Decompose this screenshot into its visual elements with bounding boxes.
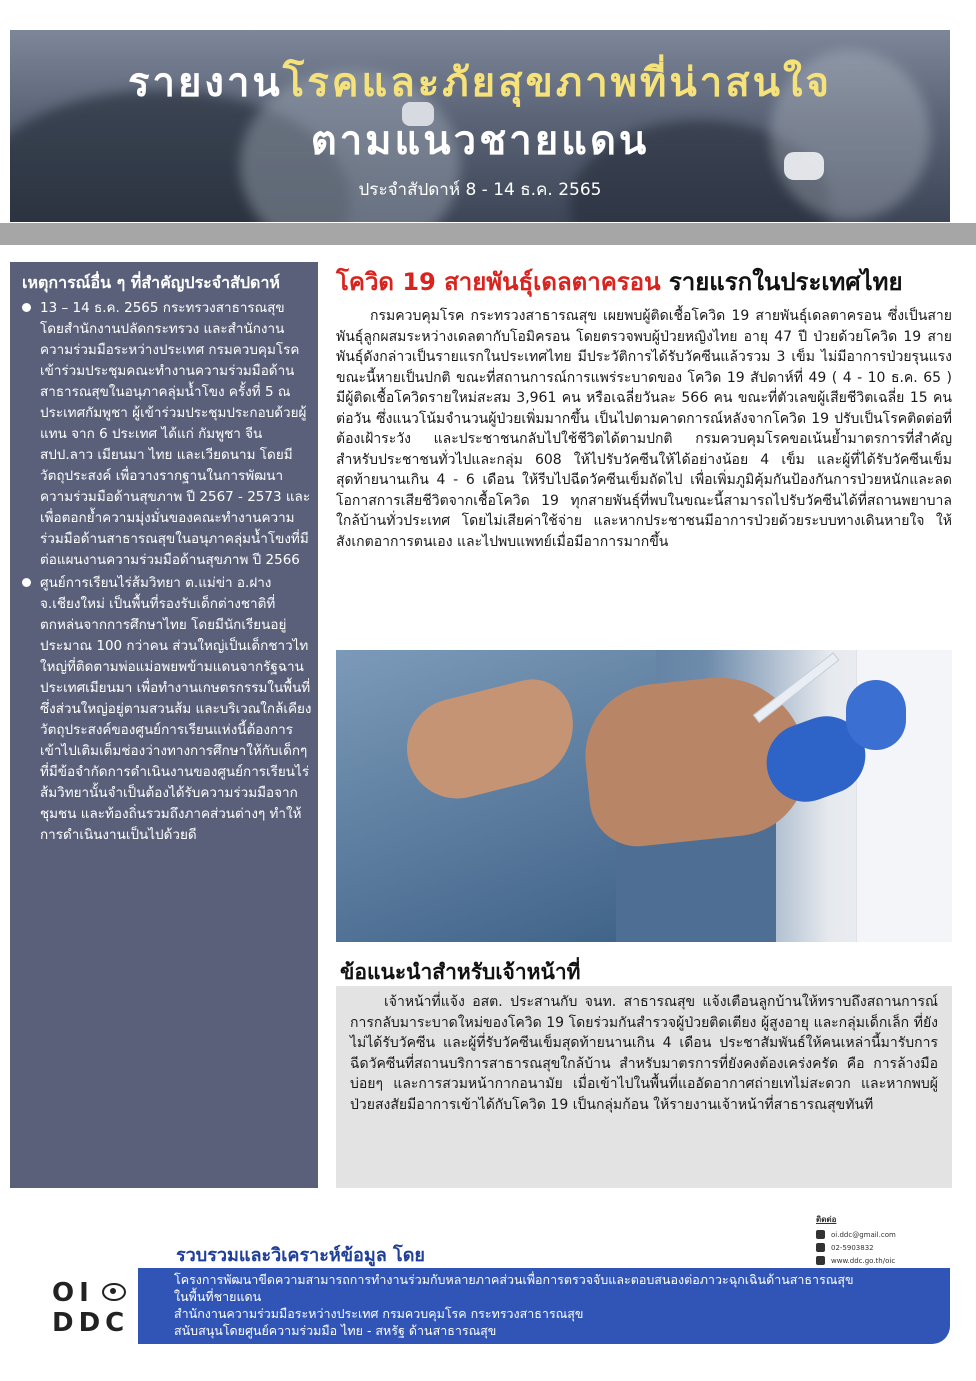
syringe-icon	[753, 652, 840, 723]
contact-row	[816, 1230, 896, 1239]
eye-icon	[102, 1283, 126, 1301]
report-title-line2: ตามแนวชายแดน	[310, 118, 650, 164]
article-title	[336, 266, 952, 298]
photo-glove-shape	[846, 680, 906, 750]
contact-website[interactable]: www.ddc.go.th/oic	[831, 1256, 896, 1265]
vaccination-photo	[336, 650, 952, 942]
sidebar-other-events	[10, 262, 318, 1188]
email-icon	[816, 1230, 825, 1239]
phone-icon	[816, 1243, 825, 1252]
credit-line: โครงการพัฒนาขีดความสามารถการทำงานร่วมกับหลายภาคส่วนเพื่อการตรวจจับและตอบสนองต่อภาวะฉุกเฉินด้านสาธารณสุข	[174, 1272, 854, 1287]
credit-title: รวบรวมและวิเคราะห์ข้อมูล โดย	[176, 1245, 425, 1266]
credit-line: สำนักงานความร่วมมือระหว่างประเทศ กรมควบคุมโรค กระทรวงสาธารณสุข	[174, 1306, 584, 1321]
sidebar-item	[22, 573, 312, 846]
bullet-icon	[22, 303, 31, 312]
credit-line: ในพื้นที่ชายแดน	[174, 1289, 262, 1304]
report-title-part1: รายงาน	[128, 60, 283, 106]
contact-phone: 02-5903832	[831, 1243, 874, 1252]
main-article	[336, 266, 952, 552]
logo-text-line1: OI	[52, 1278, 94, 1308]
credit-box	[138, 1268, 950, 1344]
article-title-rest: รายแรกในประเทศไทย	[668, 268, 903, 296]
sidebar-item-text: ศูนย์การเรียนไร่ส้มวิทยา ต.แม่ข่า อ.ฝาง จ.เชียงใหม่ เป็นพื้นที่รองรับเด็กต่างชาติที่ตกหล่นจากการศึกษาไทย โดยมีนักเรียนอยู่ประมาณ 100 กว่าคน ส่วนใหญ่เป็นเด็กชาวไทใหญ่ที่ติดตามพ่อแม่อพยพข้ามแดนจากรัฐฉาน ประเทศเมียนมา เพื่อทำงานเกษตรกรรมในพื้นที่ ซึ่งส่วนใหญ่อยู่ตามสวนส้ม และบริเวณใกล้เคียง วัตถุประสงค์ของศูนย์การเรียนแห่งนี้ต้องการเข้าไปเติมเต็มช่องว่างทางการศึกษาให้กับเด็กๆ ที่มีข้อจำกัดการดำเนินงานของศูนย์การเรียนไร่ส้มวิทยานั้นจำเป็นต้องได้รับความร่วมมือจากชุมชน และท้องถิ่นรวมถึงภาคส่วนต่างๆ ทำให้การดำเนินงานเป็นไปด้วยดี	[40, 575, 312, 843]
oiddc-logo	[52, 1278, 132, 1342]
contact-row	[816, 1243, 896, 1252]
article-body: กรมควบคุมโรค กระทรวงสาธารณสุข เผยพบผู้ติดเชื้อโควิด 19 สายพันธุ์เดลตาครอน ซึ่งเป็นสายพันธุ์ลูกผสมระหว่างเดลตากับโอมิครอน โดยตรวจพบผู้ป่วยหญิงไทย อายุ 47 ปี ป่วยด้วยโควิด 19 สายพันธุ์ดังกล่าวเป็นรายแรกในประเทศไทย มีประวัติการได้รับวัคซีนแล้วรวม 3 เข็ม ไม่มีอาการป่วยรุนแรง ขณะนี้หายเป็นปกติ ขณะที่สถานการณ์การแพร่ระบาดของ โควิด 19 สัปดาห์ที่ 49 ( 4 - 10 ธ.ค. 65 ) มีผู้ติดเชื้อโควิดรายใหม่สะสม 3,961 คน หรือเฉลี่ยวันละ 566 คน ขณะที่ตัวเลขผู้เสียชีวิตเฉลี่ย 15 คนต่อวัน ซึ่งแนวโน้มจำนวนผู้ป่วยเพิ่มมากขึ้น เป็นไปตามคาดการณ์หลังจากโควิด 19 ปรับเป็นโรคติดต่อที่ต้องเฝ้าระวัง และประชาชนกลับไปใช้ชีวิตได้ตามปกติ กรมควบคุมโรคขอเน้นย้ำมาตรการที่สำคัญสำหรับประชาชนทั่วไปและกลุ่ม 608 ให้ไปรับวัคซีนให้ได้อย่างน้อย 4 เข็ม และผู้ที่ได้รับวัคซีนเข็มสุดท้ายนานเกิน 4 - 6 เดือน ให้รีบไปฉีดวัคซีนเข็มถัดไป เพื่อเพิ่มภูมิคุ้มกันป้องกันการป่วยหนักและลดโอกาสการเสียชีวิตจากเชื้อโควิด 19 ทุกสายพันธุ์ที่พบในขณะนี้สามารถไปรับวัคซีนได้ที่สถานพยาบาลใกล้บ้านทั่วประเทศ โดยไม่เสียค่าใช้จ่าย และหากประชาชนมีอาการป่วยด้วยระบบทางเดินหายใจ ให้สังเกตอาการตนเอง และไปพบแพทย์เมื่อมีอาการมากขึ้น	[336, 308, 952, 550]
sidebar-list	[10, 298, 318, 846]
credit-line: สนับสนุนโดยศูนย์ความร่วมมือ ไทย - สหรัฐ ด้านสาธารณสุข	[174, 1323, 497, 1338]
sidebar-title: เหตุการณ์อื่น ๆ ที่สำคัญประจำสัปดาห์	[22, 273, 280, 292]
article-title-highlight: โควิด 19 สายพันธุ์เดลตาครอน	[336, 268, 661, 296]
contact-email[interactable]: oi.ddc@gmail.com	[831, 1230, 896, 1239]
contact-info	[816, 1213, 896, 1265]
advice-body: เจ้าหน้าที่แจ้ง อสต. ประสานกับ จนท. สาธารณสุข แจ้งเตือนลูกบ้านให้ทราบถึงสถานการณ์การกลับมาระบาดใหม่ของโควิด 19 โดยร่วมกันสำรวจผู้ป่วยติดเตียง ผู้สูงอายุ และกลุ่มเด็กเล็ก ที่ยังไม่ได้รับวัคซีน และผู้ที่รับวัคซีนเข็มสุดท้ายนานเกิน 4 เดือน ประชาสัมพันธ์ให้คนเหล่านี้มารับการฉีดวัคซีนที่สถานบริการสาธารณสุขใกล้บ้าน สำหรับมาตรการที่ยังคงต้องเคร่งครัด คือ การล้างมือบ่อยๆ และการสวมหน้ากากอนามัย เมื่อเข้าไปในพื้นที่แออัดอากาศถ่ายเทไม่สะดวก และหากพบผู้ป่วยสงสัยมีอาการเข้าได้กับโควิด 19 เป็นกลุ่มก้อน ให้รายงานเจ้าหน้าที่สาธารณสุขทันที	[350, 994, 938, 1113]
web-icon	[816, 1256, 825, 1265]
header-banner	[10, 30, 950, 222]
contact-label: ติดต่อ	[816, 1215, 837, 1224]
sidebar-item	[22, 298, 312, 571]
report-week: ประจำสัปดาห์ 8 - 14 ธ.ค. 2565	[358, 180, 602, 200]
sidebar-item-text: 13 – 14 ธ.ค. 2565 กระทรวงสาธารณสุข โดยสำนักงานปลัดกระทรวง และสำนักงานความร่วมมือระหว่างประเทศ กรมควบคุมโรค เข้าร่วมประชุมคณะทำงานความร่วมมือด้านสาธารณสุขในอนุภาคลุ่มน้ำโขง ครั้งที่ 5 ณ ประเทศกัมพูชา ผู้เข้าร่วมประชุมประกอบด้วยผู้แทน จาก 6 ประเทศ ได้แก่ กัมพูชา จีน สปป.ลาว เมียนมา ไทย และเวียดนาม โดยมีวัตถุประสงค์ เพื่อวางรากฐานในการพัฒนาความร่วมมือด้านสุขภาพ ปี 2567 - 2573 และเพื่อตอกย้ำความมุ่งมั่นของคณะทำงานความร่วมมือด้านสาธารณสุขในอนุภาคลุ่มน้ำโขงที่มีต่อแผนงานความร่วมมือด้านสุขภาพ ปี 2566	[40, 300, 311, 568]
advice-box	[336, 986, 952, 1188]
header-divider-bar	[0, 223, 976, 245]
logo-text-line2: DDC	[52, 1308, 130, 1338]
report-title	[10, 50, 950, 114]
report-title-highlight: โรคและภัยสุขภาพที่น่าสนใจ	[282, 60, 832, 106]
bullet-icon	[22, 578, 31, 587]
contact-row	[816, 1256, 896, 1265]
advice-title: ข้อแนะนำสำหรับเจ้าหน้าที่	[340, 960, 581, 984]
